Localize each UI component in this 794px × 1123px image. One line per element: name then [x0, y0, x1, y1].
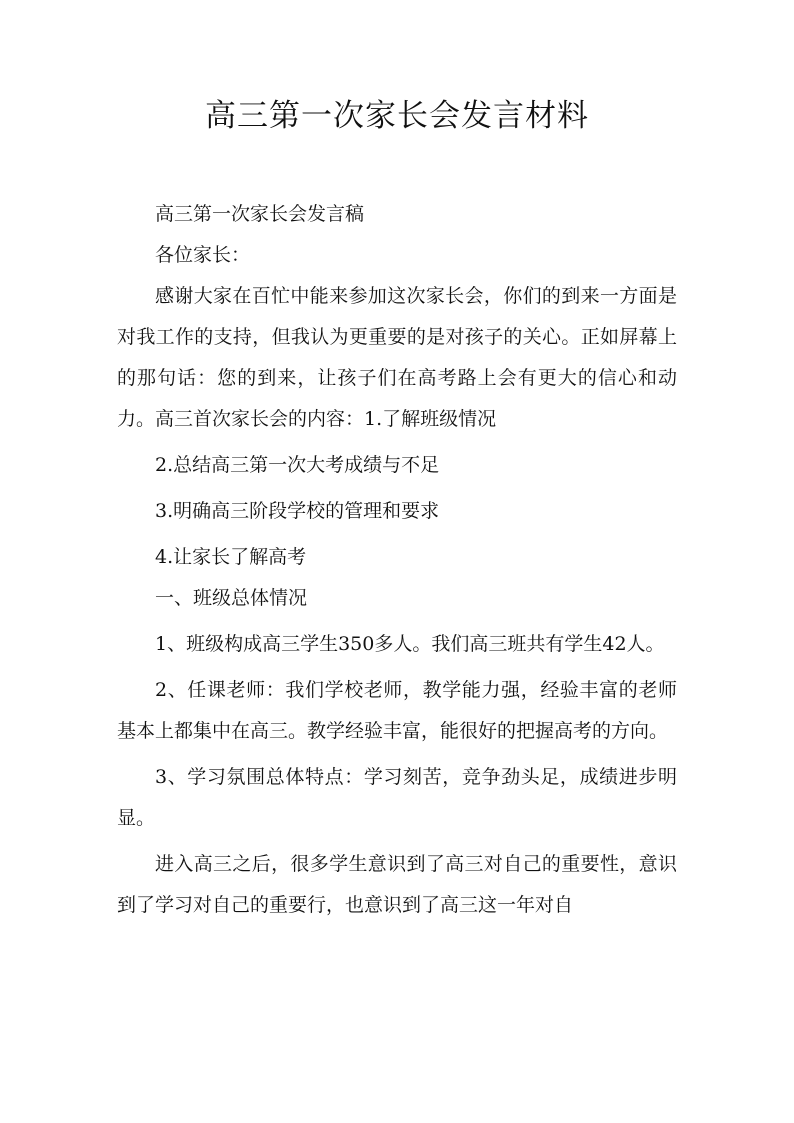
paragraph: 3、学习氛围总体特点：学习刻苦，竞争劲头足，成绩进步明显。 [117, 766, 677, 829]
intro-paragraph: 感谢大家在百忙中能来参加这次家长会，你们的到来一方面是对我工作的支持，但我认为更重要的是对孩子的关心。正如屏幕上的那句话：您的到来，让孩子们在高考路上会有更大的信心和动力。高三首次家长会的内容：1.了解班级情况 [117, 285, 677, 430]
salutation: 各位家长： [155, 244, 251, 266]
document-body [117, 194, 677, 926]
paragraph: 1、班级构成高三学生350多人。我们高三班共有学生42人。 [155, 633, 665, 655]
paragraph: 2、任课老师：我们学校老师，教学能力强，经验丰富的老师基本上都集中在高三。教学经验丰富，能很好的把握高考的方向。 [117, 679, 677, 742]
agenda-item: 2.总结高三第一次大考成绩与不足 [155, 454, 440, 476]
agenda-item: 4.让家长了解高考 [155, 546, 307, 568]
document-title: 高三第一次家长会发言材料 [205, 98, 589, 134]
paragraph: 进入高三之后，很多学生意识到了高三对自己的重要性，意识到了学习对自己的重要行，也意识到了高三这一年对自 [117, 853, 677, 916]
section-heading: 一、班级总体情况 [155, 587, 308, 609]
subtitle: 高三第一次家长会发言稿 [155, 203, 365, 225]
agenda-item: 3.明确高三阶段学校的管理和要求 [155, 500, 440, 522]
